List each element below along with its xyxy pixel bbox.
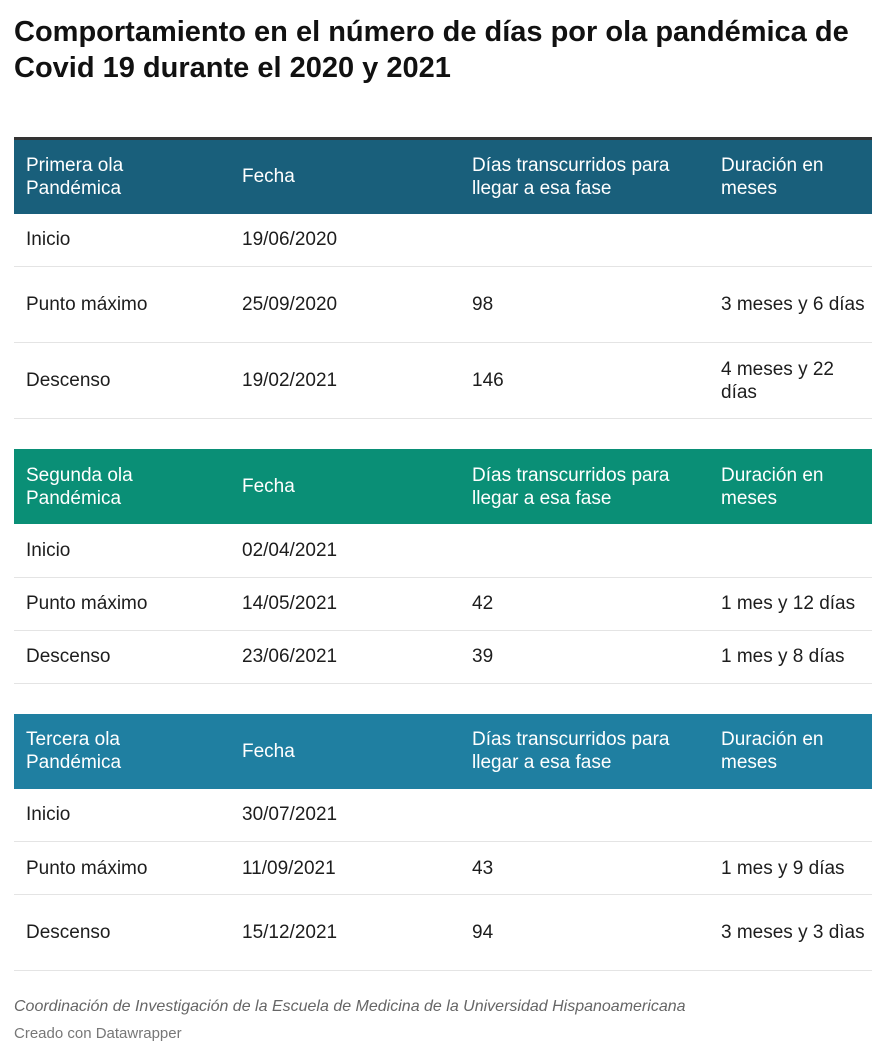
cell-date: 19/06/2020 [230, 214, 460, 267]
table-header-row [14, 714, 872, 789]
cell-phase: Inicio [14, 524, 230, 577]
wave-table-2 [14, 449, 872, 684]
cell-date: 19/02/2021 [230, 343, 460, 419]
cell-days: 98 [460, 267, 709, 343]
table-row [14, 577, 872, 630]
cell-phase: Punto máximo [14, 267, 230, 343]
tables-container [14, 137, 872, 971]
cell-days: 146 [460, 343, 709, 419]
table-header-row [14, 449, 872, 524]
cell-date: 30/07/2021 [230, 789, 460, 842]
header-days: Días transcurridos para llegar a esa fase [472, 154, 670, 199]
cell-date: 02/04/2021 [230, 524, 460, 577]
cell-days: 42 [460, 577, 709, 630]
header-duration: Duración en meses [721, 154, 824, 199]
cell-days: 43 [460, 842, 709, 895]
cell-duration [709, 789, 872, 842]
header-wave: Tercera ola Pandémica [26, 729, 122, 773]
wave-table-3 [14, 714, 872, 972]
cell-phase: Inicio [14, 789, 230, 842]
cell-duration: 3 meses y 6 días [709, 267, 872, 343]
cell-duration: 1 mes y 9 días [709, 842, 872, 895]
table-row [14, 895, 872, 971]
cell-phase: Descenso [14, 343, 230, 419]
header-duration: Duración en meses [721, 729, 824, 773]
cell-phase: Descenso [14, 630, 230, 683]
cell-date: 25/09/2020 [230, 267, 460, 343]
header-wave: Primera ola Pandémica [26, 154, 124, 199]
table-row [14, 842, 872, 895]
cell-duration: 3 meses y 3 dìas [709, 895, 872, 971]
cell-date: 11/09/2021 [230, 842, 460, 895]
cell-days [460, 214, 709, 267]
table-header-row [14, 139, 872, 214]
header-days: Días transcurridos para llegar a esa fase [472, 729, 670, 773]
table-row [14, 789, 872, 842]
cell-duration [709, 214, 872, 267]
cell-days: 94 [460, 895, 709, 971]
header-wave: Segunda ola Pandémica [26, 464, 133, 509]
wave-table-1 [14, 137, 872, 419]
table-spacer [14, 419, 872, 449]
header-date: Fecha [242, 740, 295, 762]
table-spacer [14, 684, 872, 714]
cell-duration: 1 mes y 12 días [709, 577, 872, 630]
credit-link[interactable]: Creado con Datawrapper [14, 1025, 182, 1042]
table-row [14, 630, 872, 683]
cell-phase: Punto máximo [14, 577, 230, 630]
table-row [14, 524, 872, 577]
cell-date: 14/05/2021 [230, 577, 460, 630]
header-duration: Duración en meses [721, 464, 824, 509]
cell-phase: Inicio [14, 214, 230, 267]
table-row [14, 267, 872, 343]
cell-days [460, 524, 709, 577]
cell-duration: 4 meses y 22 días [709, 343, 872, 419]
cell-phase: Punto máximo [14, 842, 230, 895]
header-days: Días transcurridos para llegar a esa fase [472, 464, 670, 509]
header-date: Fecha [242, 166, 295, 188]
cell-duration [709, 524, 872, 577]
table-row [14, 214, 872, 267]
cell-date: 15/12/2021 [230, 895, 460, 971]
cell-phase: Descenso [14, 895, 230, 971]
table-row [14, 343, 872, 419]
header-date: Fecha [242, 476, 295, 497]
cell-duration: 1 mes y 8 días [709, 630, 872, 683]
source-note: Coordinación de Investigación de la Escuela de Medicina de la Universidad Hispanoamericana [14, 998, 686, 1015]
cell-days [460, 789, 709, 842]
cell-days: 39 [460, 630, 709, 683]
chart-title: Comportamiento en el número de días por ola pandémica de Covid 19 durante el 2020 y 2021 [14, 16, 849, 84]
cell-date: 23/06/2021 [230, 630, 460, 683]
